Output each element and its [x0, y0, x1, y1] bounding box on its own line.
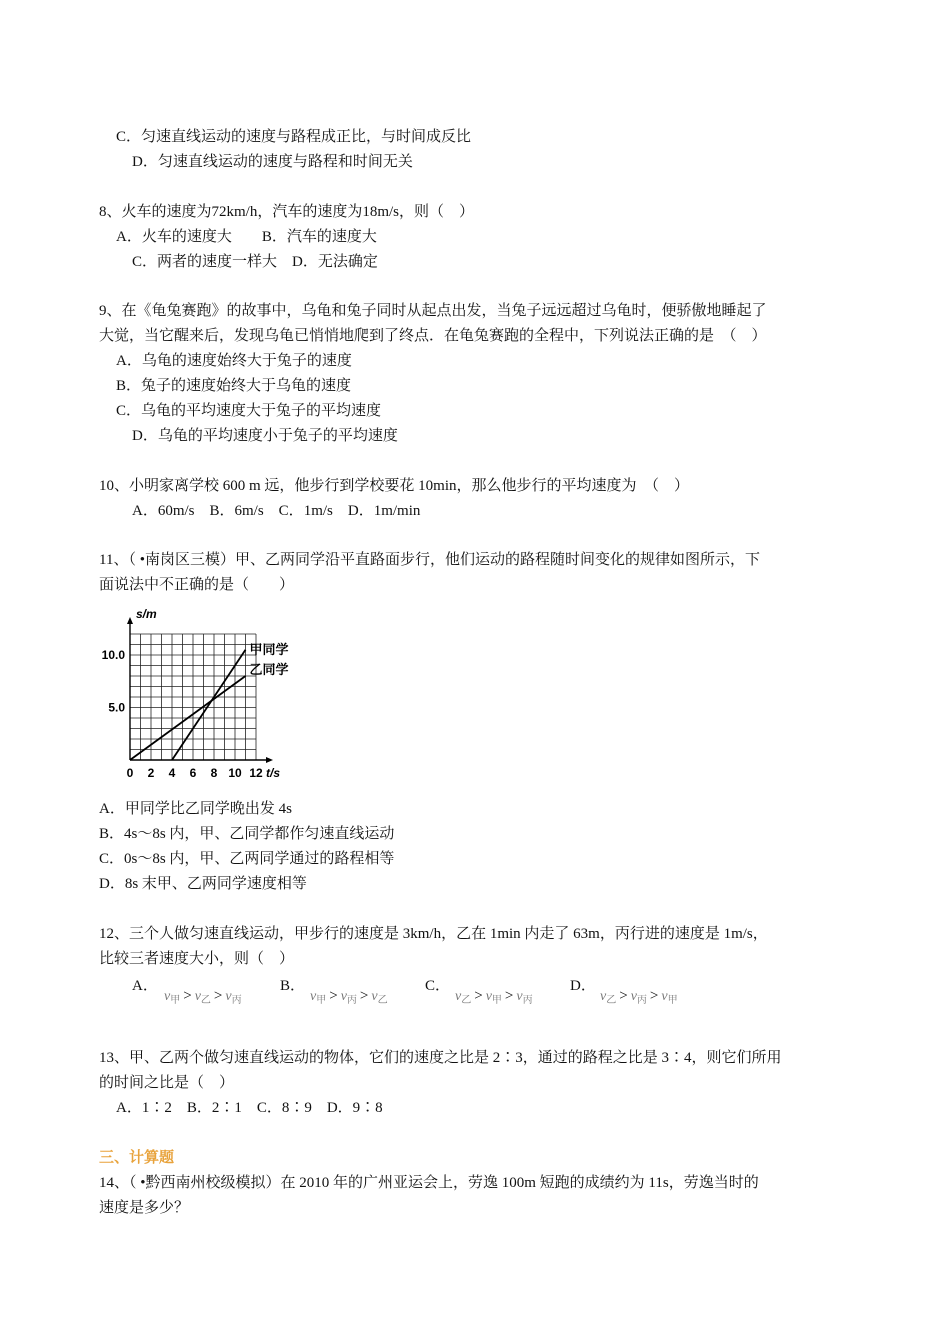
x-axis-arrow	[266, 757, 273, 763]
y-tick-label: 5.0	[108, 700, 125, 715]
x-tick-label: 8	[210, 766, 218, 780]
q7-option-d: D．匀速直线运动的速度与路程和时间无关	[132, 154, 413, 170]
q12-option-a-label: A．	[132, 978, 158, 994]
q11-stem-line2: 面说法中不正确的是（ ）	[99, 577, 295, 593]
q12-stem-line1: 12、三个人做匀速直线运动，甲步行的速度是 3km/h，乙在 1min 内走了 63m，丙行进的速度是 1m/s，	[99, 926, 768, 942]
section-title-calculation: 三、计算题	[99, 1149, 175, 1166]
q10-options: A．60m/s B．6m/s C．1m/s D．1m/min	[132, 503, 421, 519]
q9-option-c: C．乌龟的平均速度大于兔子的平均速度	[116, 403, 382, 419]
chart-series	[130, 650, 246, 760]
q8-stem: 8、火车的速度为72km/h，汽车的速度为18m/s，则（ ）	[99, 204, 475, 220]
q12-stem-line2: 比较三者速度大小，则（ ）	[99, 951, 295, 967]
chart-axes	[127, 617, 273, 763]
x-tick-label: 12	[249, 766, 263, 780]
x-tick-label: 0	[126, 766, 134, 780]
q13-stem-line1: 13、甲、乙两个做匀速直线运动的物体，它们的速度之比是 2∶3，通过的路程之比是 3∶4，则它们所用	[99, 1050, 782, 1066]
q11-option-b: B．4s～8s 内，甲、乙同学都作匀速直线运动	[99, 826, 395, 842]
q12-option-c-label: C．	[425, 978, 451, 994]
q12-option-d-expr: $v_乙 > v_丙 > v_甲$	[600, 988, 678, 1006]
q11-option-c: C．0s～8s 内，甲、乙两同学通过的路程相等	[99, 851, 395, 867]
q8-options-ab: A．火车的速度大 B．汽车的速度大	[116, 229, 377, 245]
series-label-yi: 乙同学	[249, 662, 289, 677]
q11-stem-line1: 11、（ •南岗区三模）甲、乙两同学沿平直路面步行，他们运动的路程随时间变化的规律如图所示，下	[99, 552, 760, 568]
x-tick-label: 4	[168, 766, 176, 780]
y-tick-label: 10.0	[101, 648, 125, 662]
q12-option-a-expr: $v_甲 > v_乙 > v_丙$	[164, 988, 242, 1006]
series-label-jia: 甲同学	[249, 641, 289, 657]
x-axis-label: t/s	[266, 766, 281, 780]
q11-option-a: A．甲同学比乙同学晚出发 4s	[99, 801, 292, 817]
q13-stem-line2: 的时间之比是（ ）	[99, 1075, 235, 1091]
q12-option-c-expr: $v_乙 > v_甲 > v_丙$	[455, 988, 533, 1006]
q9-option-a: A．乌龟的速度始终大于兔子的速度	[116, 353, 352, 369]
chart-grid	[130, 634, 256, 760]
q8-options-cd: C．两者的速度一样大 D．无法确定	[132, 254, 378, 270]
y-axis-label: s/m	[136, 607, 157, 621]
q14-stem-line1: 14、（ •黔西南州校级模拟）在 2010 年的广州亚运会上，劳逸 100m 短跑的成绩约为 11s，劳逸当时的	[99, 1175, 759, 1191]
q14-stem-line2: 速度是多少？	[99, 1200, 190, 1216]
q12-option-d-label: D．	[570, 978, 596, 994]
q13-options: A．1∶2 B．2∶1 C．8∶9 D．9∶8	[116, 1100, 383, 1116]
x-tick-label: 6	[189, 766, 197, 780]
q12-option-b-label: B．	[280, 978, 306, 994]
q10-stem: 10、小明家离学校 600 m 远，他步行到学校要花 10min，那么他步行的平均速度为 （ ）	[99, 478, 690, 494]
q9-option-b: B．兔子的速度始终大于乌龟的速度	[116, 378, 352, 394]
q12-option-b-expr: $v_甲 > v_丙 > v_乙$	[310, 988, 388, 1006]
series-line-0	[172, 650, 246, 760]
x-tick-label: 2	[147, 766, 155, 780]
q9-stem-line2: 大觉，当它醒来后，发现乌龟已悄悄地爬到了终点．在龟兔赛跑的全程中，下列说法正确的是 （ ）	[99, 328, 767, 344]
distance-time-chart	[96, 600, 316, 785]
x-tick-label: 10	[228, 766, 242, 780]
q7-option-c: C．匀速直线运动的速度与路程成正比，与时间成反比	[116, 129, 472, 145]
q9-option-d: D．乌龟的平均速度小于兔子的平均速度	[132, 428, 398, 444]
q11-option-d: D．8s 末甲、乙两同学速度相等	[99, 876, 307, 892]
y-axis-arrow	[127, 617, 133, 624]
q9-stem-line1: 9、在《龟兔赛跑》的故事中，乌龟和兔子同时从起点出发，当兔子远远超过乌龟时，便骄傲地睡起了	[99, 303, 767, 319]
